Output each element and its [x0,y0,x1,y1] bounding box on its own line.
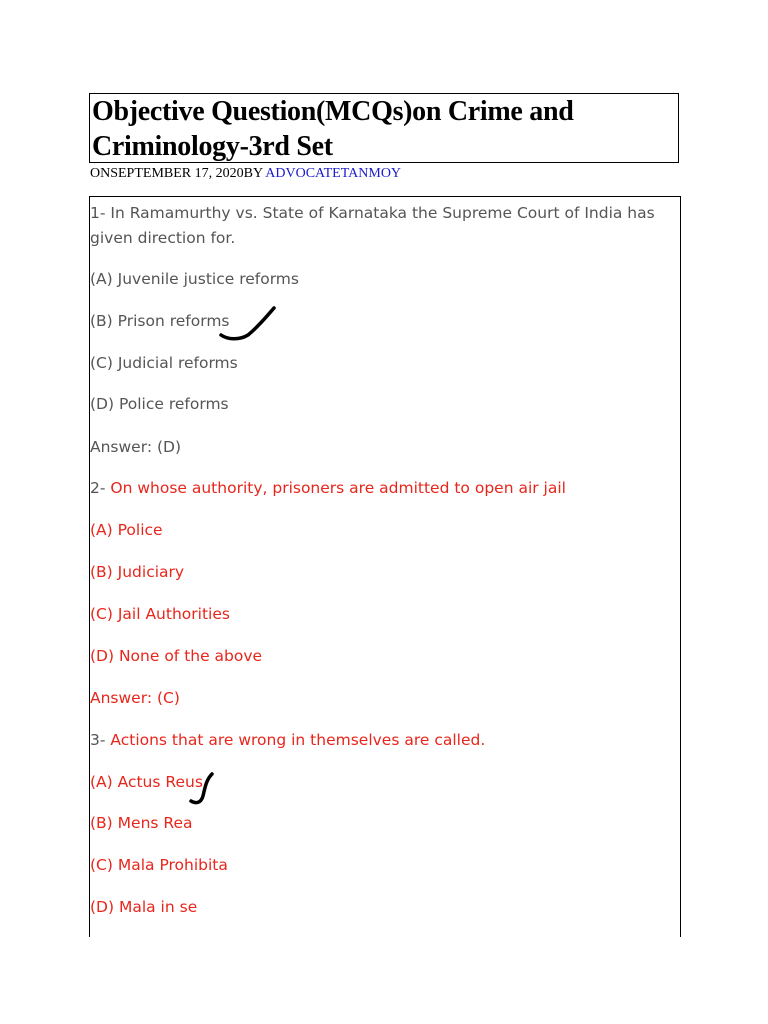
question-2-answer: Answer: (C) [90,689,180,707]
question-3-question: Actions that are wrong in themselves are called. [110,731,486,749]
article-title [92,94,573,164]
title-line-1: Objective Question(MCQs)on Crime and [92,96,574,127]
post-date: ONSEPTEMBER 17, 2020BY [90,166,266,181]
question-2-option-c: (C) Jail Authorities [90,605,230,623]
question-3-number: 3- [90,731,111,749]
handwritten-tick-icon [188,770,218,806]
question-1-option-c: (C) Judicial reforms [90,354,238,372]
question-2-option-a: (A) Police [90,521,163,539]
author-link[interactable]: ADVOCATETANMOY [265,166,402,181]
question-2-question: On whose authority, prisoners are admitted to open air jail [110,479,566,497]
question-2-text [90,476,566,501]
page-bottom-margin [0,937,768,1024]
handwritten-tick-icon [218,304,282,344]
question-1-answer: Answer: (D) [90,438,181,456]
question-2-option-b: (B) Judiciary [90,563,185,581]
article-title-box [89,93,679,163]
question-3-option-a: (A) Actus Reus [90,773,203,791]
question-3-option-d: (D) Mala in se [90,898,198,916]
question-3-option-b: (B) Mens Rea [90,814,193,832]
question-1-option-a: (A) Juvenile justice reforms [90,270,299,288]
question-1-option-d: (D) Police reforms [90,395,229,413]
title-line-2: Criminology-3rd Set [92,131,333,162]
question-3-option-c: (C) Mala Prohibita [90,856,228,874]
question-2-number: 2- [90,479,111,497]
article-meta [90,166,401,182]
question-3-text [90,728,485,753]
question-1-text-line-1: 1- In Ramamurthy vs. State of Karnataka the Supreme Court of India has [90,204,655,222]
question-1-text-line-2: given direction for. [90,229,236,247]
question-2-option-d: (D) None of the above [90,647,263,665]
question-1-option-b: (B) Prison reforms [90,312,230,330]
